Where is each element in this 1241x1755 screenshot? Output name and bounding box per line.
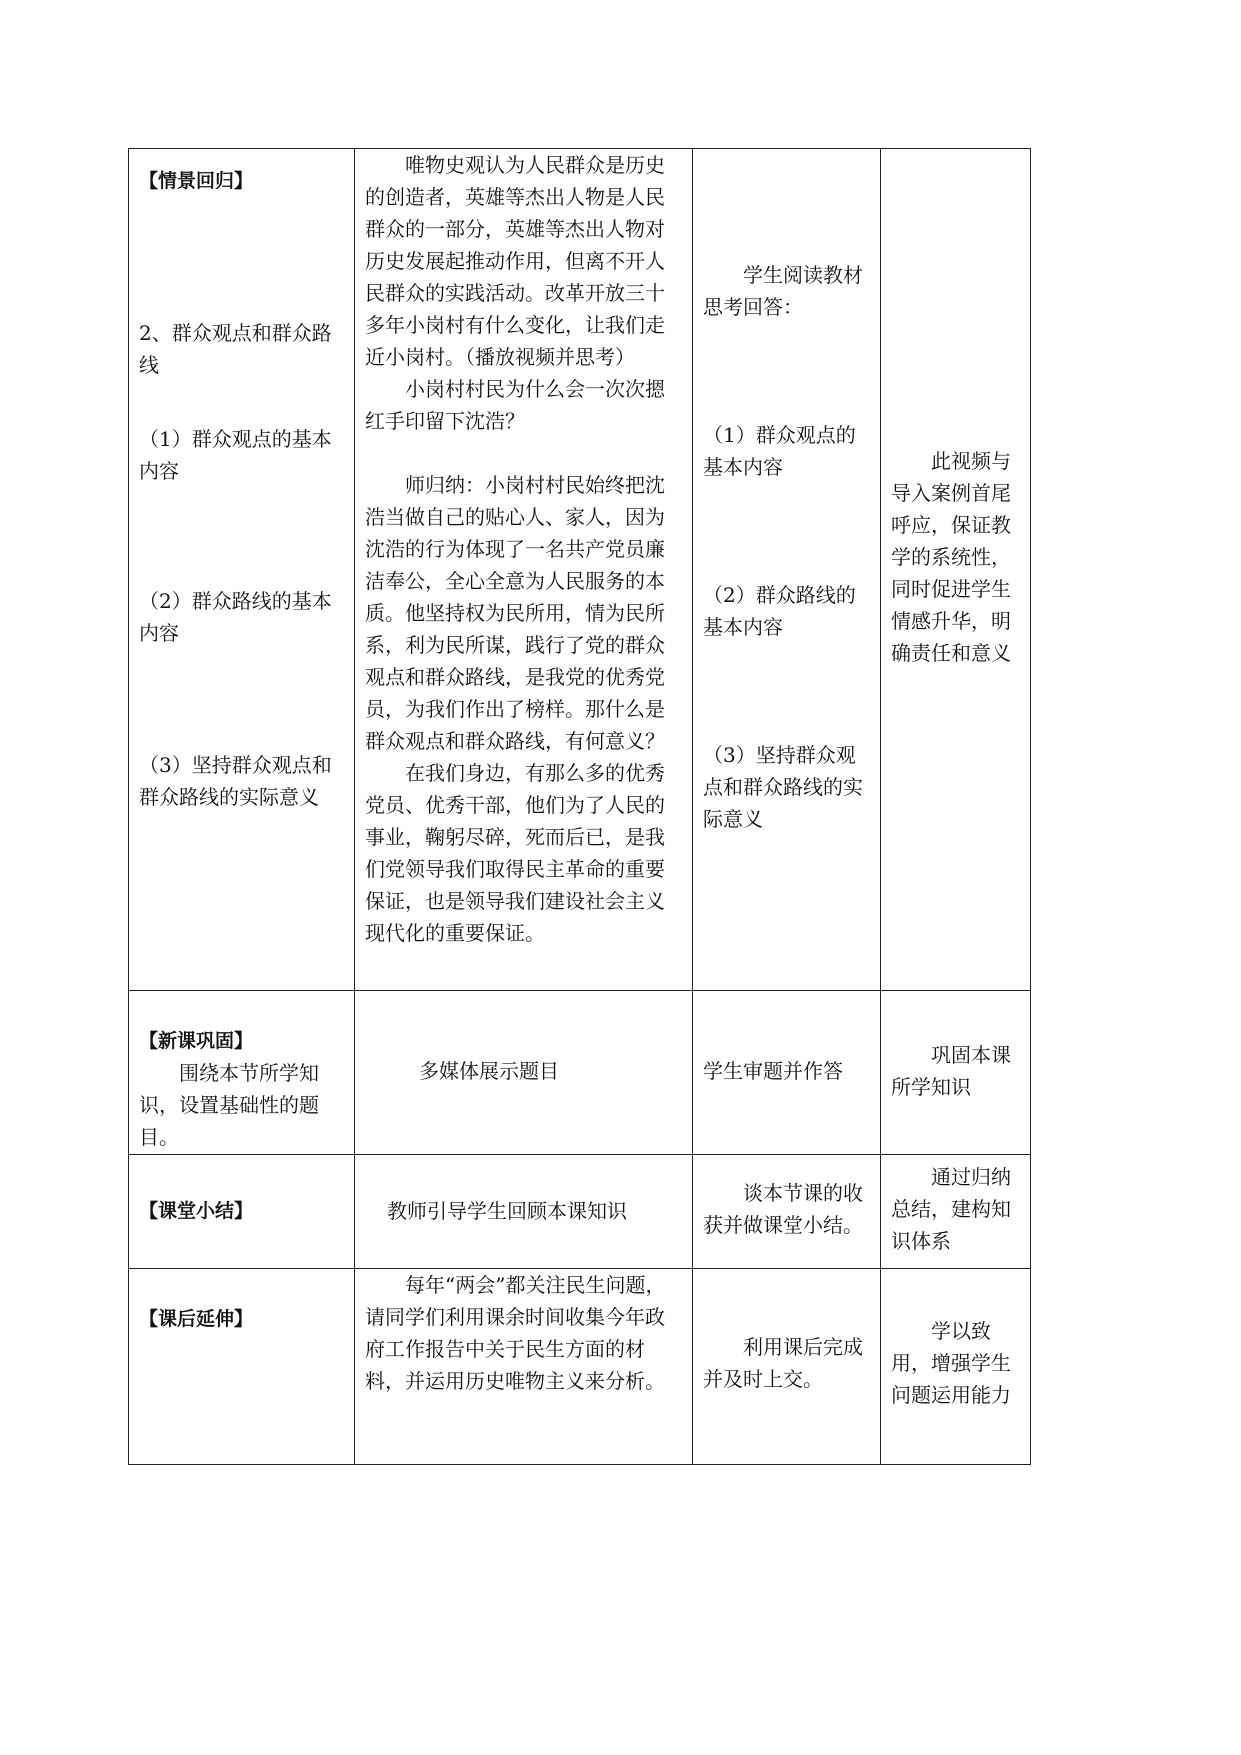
section-heading-extension: 【课后延伸】: [139, 1308, 254, 1330]
cell-scene-student: [693, 149, 881, 991]
row-summary: [129, 1155, 1031, 1269]
student-answer-1: （1）群众观点的基本内容: [703, 423, 856, 479]
consolidate-student: 学生审题并作答: [703, 1059, 843, 1083]
cell-extension-teacher: [355, 1269, 693, 1465]
design-intent-extension: 学以致用，增强学生问题运用能力: [891, 1319, 1011, 1407]
cell-summary-teacher: [355, 1155, 693, 1269]
teacher-paragraph-1: 唯物史观认为人民群众是历史的创造者，英雄等杰出人物是人民群众的一部分，英雄等杰出人物对历史发展起推动作用，但离不开人民群众的实践活动。改革开放三十多年小岗村有什么变化，让我们走近小岗村。（播放视频并思考）: [365, 153, 665, 369]
student-answer-2: （2）群众路线的基本内容: [703, 583, 856, 639]
summary-student: 谈本节课的收获并做课堂小结。: [703, 1181, 863, 1237]
cell-summary-phase: [129, 1155, 355, 1269]
row-consolidate: [129, 991, 1031, 1155]
cell-summary-student: [693, 1155, 881, 1269]
summary-teacher: 教师引导学生回顾本课知识: [387, 1199, 627, 1223]
cell-extension-intent: [881, 1269, 1031, 1465]
subtopic-2: （2）群众路线的基本内容: [139, 589, 332, 645]
row-extension: [129, 1269, 1031, 1465]
section-heading-summary: 【课堂小结】: [139, 1200, 254, 1222]
student-intro: 学生阅读教材思考回答：: [703, 263, 863, 319]
teacher-paragraph-2: 小岗村村民为什么会一次次摁红手印留下沈浩？: [365, 377, 665, 433]
cell-scene-intent: [881, 149, 1031, 991]
design-intent-consolidate: 巩固本课所学知识: [891, 1043, 1011, 1099]
extension-teacher: 每年“两会”都关注民生问题，请同学们利用课余时间收集今年政府工作报告中关于民生方面的材料，并运用历史唯物主义来分析。: [365, 1273, 666, 1393]
teacher-paragraph-4: 在我们身边，有那么多的优秀党员、优秀干部，他们为了人民的事业，鞠躬尽碎，死而后已，是我们党领导我们取得民主革命的重要保证，也是领导我们建设社会主义现代化的重要保证。: [365, 761, 665, 945]
section-heading-consolidate: 【新课巩固】: [139, 1030, 254, 1052]
design-intent-scene: 此视频与导入案例首尾呼应，保证教学的系统性，同时促进学生情感升华，明确责任和意义: [891, 449, 1011, 665]
cell-summary-intent: [881, 1155, 1031, 1269]
cell-consolidate-teacher: [355, 991, 693, 1155]
cell-scene-teacher: [355, 149, 693, 991]
subtopic-3: （3）坚持群众观点和群众路线的实际意义: [139, 753, 332, 809]
cell-extension-student: [693, 1269, 881, 1465]
teacher-paragraph-3: 师归纳：小岗村村民始终把沈浩当做自己的贴心人、家人，因为沈浩的行为体现了一名共产党员廉洁奉公，全心全意为人民服务的本质。他坚持权为民所用，情为民所系，利为民所谋，践行了党的群众观点和群众路线，是我党的优秀党员，为我们作出了榜样。那什么是群众观点和群众路线，有何意义？: [365, 473, 665, 753]
cell-extension-phase: [129, 1269, 355, 1465]
student-answer-3: （3）坚持群众观点和群众路线的实际意义: [703, 743, 863, 831]
design-intent-summary: 通过归纳总结，建构知识体系: [891, 1165, 1011, 1253]
consolidate-teacher: 多媒体展示题目: [419, 1059, 559, 1083]
consolidate-description: 围绕本节所学知识，设置基础性的题目。: [139, 1061, 319, 1149]
extension-student: 利用课后完成并及时上交。: [703, 1335, 863, 1391]
cell-consolidate-student: [693, 991, 881, 1155]
row-scene-return: [129, 149, 1031, 991]
topic-mass-line: 2、群众观点和群众路线: [139, 321, 332, 377]
cell-scene-phase: [129, 149, 355, 991]
cell-consolidate-intent: [881, 991, 1031, 1155]
section-heading-scene: 【情景回归】: [139, 170, 254, 192]
subtopic-1: （1）群众观点的基本内容: [139, 427, 332, 483]
lesson-plan-table: [128, 148, 1031, 1465]
cell-consolidate-phase: [129, 991, 355, 1155]
